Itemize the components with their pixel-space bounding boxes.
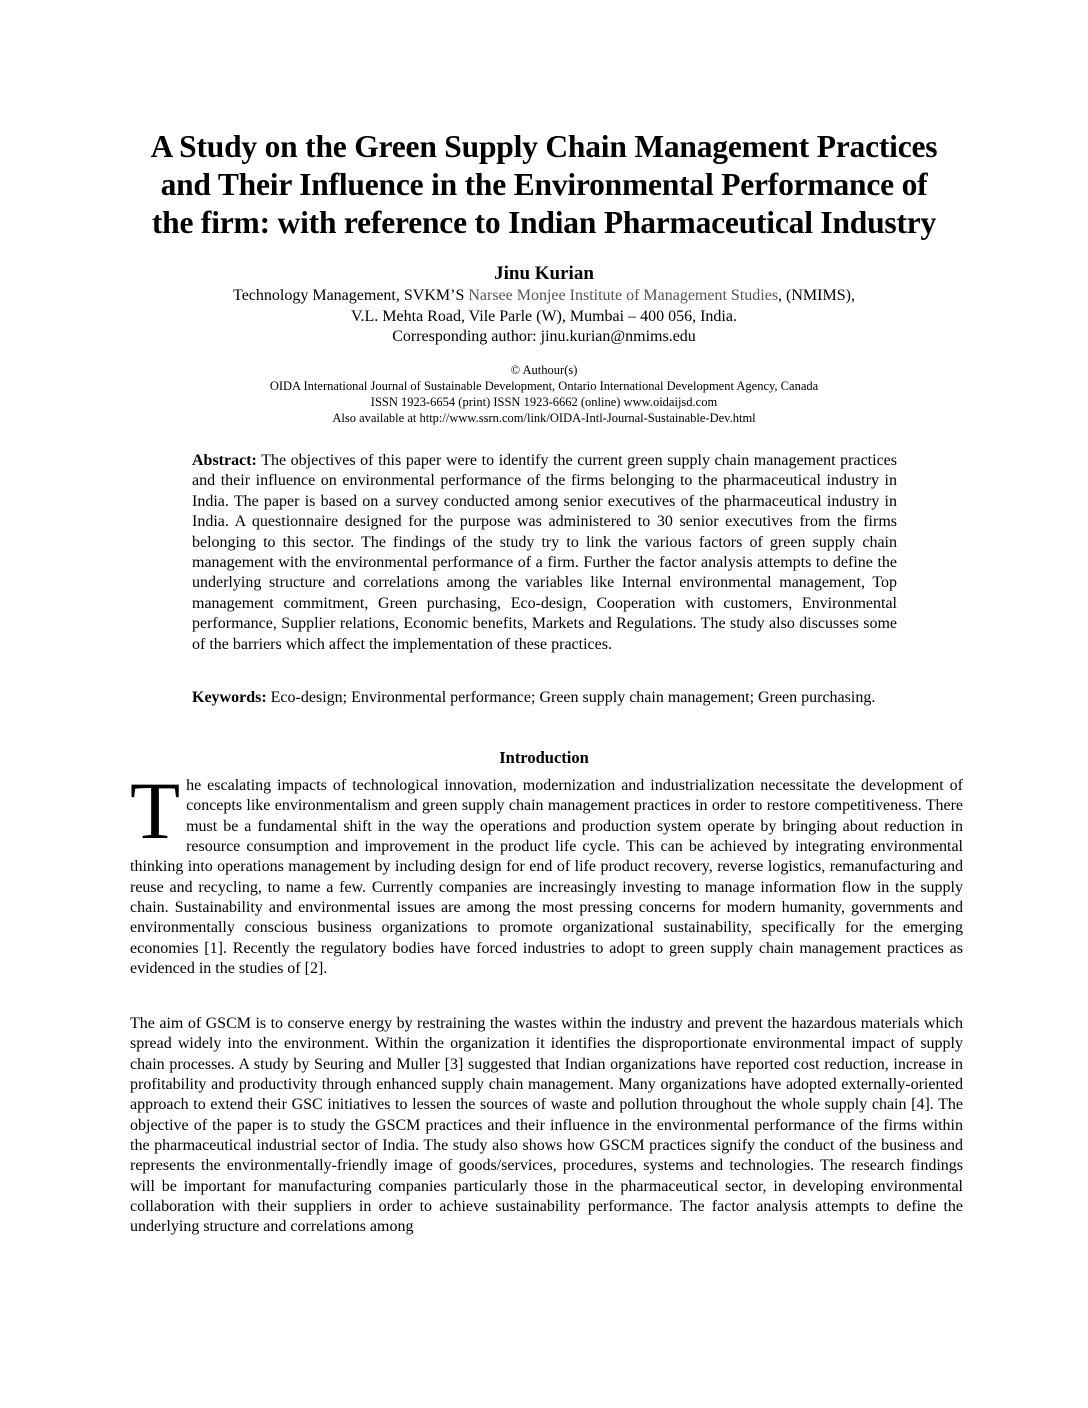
issn-line: ISSN 1923-6654 (print) ISSN 1923-6662 (online) www.oidaijsd.com	[370, 395, 718, 409]
affiliation-address: V.L. Mehta Road, Vile Parle (W), Mumbai – 400 056, India.	[351, 307, 737, 325]
title-line-3: the firm: with reference to Indian Pharmaceutical Industry	[151, 205, 937, 240]
keywords-text: Eco-design; Environmental performance; Green supply chain management; Green purchasing.	[270, 689, 876, 706]
abstract-text: The objectives of this paper were to identify the current green supply chain management practices and their influence on environmental performance of the firms belonging to the pharmaceutical industry in India. The paper is based on a survey conducted among senior executives of the pharmaceutical industry in India. A questionnaire designed for the purpose was administered to 30 senior executives from the firms belonging to this sector. The findings of the study try to link the various factors of green supply chain management with the environmental performance of a firm. Further the factor analysis attempts to define the underlying structure and correlations among the variables like Internal environmental management, Top management commitment, Green purchasing, Eco-design, Cooperation with customers, Environmental performance, Supplier relations, Economic benefits, Markets and Regulations. The study also discusses some of the barriers which affect the implementation of these practices.	[192, 452, 898, 653]
author-name: Jinu Kurian	[494, 263, 594, 284]
affiliation-department: Technology Management, SVKM’S	[233, 287, 469, 304]
publication-info	[100, 362, 988, 426]
affiliation-abbrev: , (NMIMS),	[778, 287, 855, 304]
journal-name: OIDA International Journal of Sustainable Development, Ontario International Development Agency, Canada	[269, 379, 819, 393]
intro-paragraph-1	[130, 765, 963, 979]
keywords	[192, 688, 897, 708]
abstract-label: Abstract:	[192, 452, 257, 469]
author-block	[100, 262, 988, 348]
title-line-1: A Study on the Green Supply Chain Management Practices	[150, 129, 938, 164]
affiliation-line-1	[100, 286, 988, 307]
intro-paragraph-1-text: he escalating impacts of technological innovation, modernization and industrialization necessitate the development of concepts like environmentalism and green supply chain management practices in order to restore competitiveness. There must be a fundamental shift in the way the operations and production system operate by bringing about reduction in resource consumption and improvement in the product life cycle. This can be achieved by integrating environmental thinking into operations management by including design for end of life product recovery, reverse logistics, remanufacturing and reuse and recycling, to name a few. Currently companies are increasingly investing to manage information flow in the supply chain. Sustainability and environmental issues are among the most pressing concerns for modern humanity, governments and environmentally conscious business organizations to promote organizational sustainability, specifically for the emerging economies [1]. Recently the regulatory bodies have forced industries to adopt to green supply chain management practices as evidenced in the studies of [2].	[130, 777, 963, 978]
paper-title	[100, 128, 988, 242]
title-line-2: and Their Influence in the Environmental Performance of	[160, 167, 928, 202]
corresponding-author: Corresponding author: jinu.kurian@nmims.edu	[392, 328, 696, 345]
availability-line: Also available at http://www.ssrn.com/link/OIDA-Intl-Journal-Sustainable-Dev.html	[332, 411, 756, 425]
affiliation-institute: Narsee Monjee Institute of Management Studies	[468, 287, 779, 304]
abstract	[192, 451, 897, 655]
section-heading-introduction: Introduction	[499, 748, 589, 767]
keywords-label: Keywords:	[192, 689, 267, 706]
intro-paragraph-2: The aim of GSCM is to conserve energy by restraining the wastes within the industry and prevent the hazardous materials which spread widely into the environment. Within the organization it identifies the disproportionate environmental impact of supply chain processes. A study by Seuring and Muller [3] suggested that Indian organizations have reported cost reduction, increase in profitability and productivity through enhanced supply chain management. Many organizations have adopted externally-oriented approach to extend their GSC initiatives to lessen the sources of waste and pollution throughout the whole supply chain [4]. The objective of the paper is to study the GSCM practices and their influence in the environmental performance of the firms within the pharmaceutical industrial sector of India. The study also shows how GSCM practices signify the conduct of the business and represents the environmentally-friendly image of goods/services, procedures, systems and technologies. The research findings will be important for manufacturing companies particularly those in the pharmaceutical sector, in developing environmental collaboration with their suppliers in order to achieve sustainability performance. The factor analysis attempts to define the underlying structure and correlations among	[130, 1015, 963, 1236]
drop-cap: T	[130, 765, 181, 856]
copyright-notice: © Authour(s)	[510, 363, 578, 377]
